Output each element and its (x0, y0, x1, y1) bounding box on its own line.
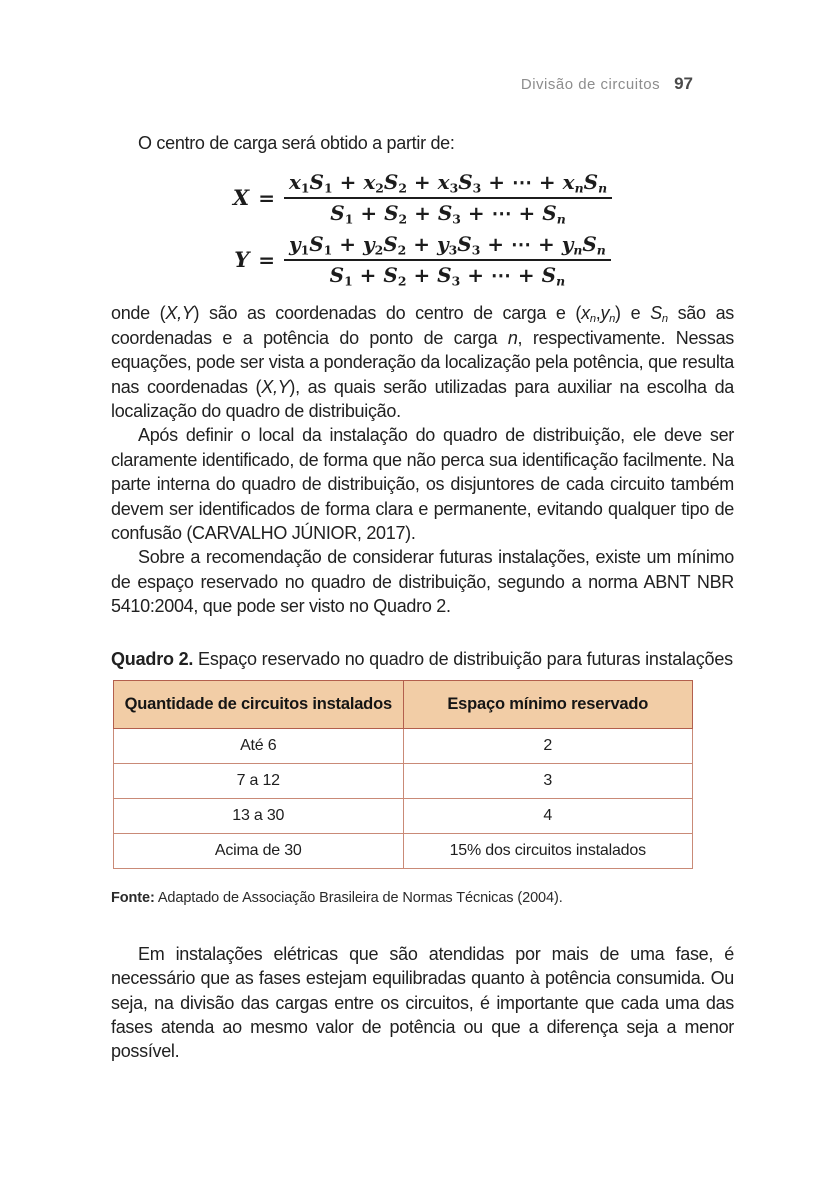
fraction-numerator: $y_1S_1 + y_2S_2 + y_3S_3$ + ⋯ + $y_nS_n$ (288, 232, 606, 258)
paragraph-coordinates: onde (X,Y) são as coordenadas do centro de carga e $(x_n,y_n)$ e $S_n$ são as coordenadas e a potência do ponto de carga n, respectivamente. Nessas equações, pode ser vista a ponderação da localização pela potência, que resulta nas coordenadas (X,Y), as quais serão utilizadas para auxiliar na escolha da localização do quadro de distribuição. (111, 303, 735, 422)
equals-sign: = (258, 247, 275, 272)
table-header-cell: Quantidade de circuitos instalados (114, 680, 404, 728)
table-cell: 15% dos circuitos instalados (403, 833, 693, 868)
section-title: Divisão de circuitos (520, 76, 661, 93)
table-body (114, 728, 693, 868)
formula-block (111, 170, 734, 287)
reserved-space-table (113, 680, 693, 869)
paragraph-identification: Após definir o local da instalação do quadro de distribuição, ele deve ser claramente identificado, de forma que não perca sua identificação facilmente. Na parte interna do quadro de distribuição, os disjuntores de cada circuito também devem ser identificados de forma clara e permanente, evitando qualquer tipo de confusão (CARVALHO JÚNIOR, 2017). (111, 425, 734, 544)
table-row (114, 833, 693, 868)
table-cell: 3 (403, 763, 693, 798)
table-cell: 2 (403, 728, 693, 763)
intro-paragraph: O centro de carga será obtido a partir de: (138, 133, 455, 153)
table-head (114, 680, 693, 728)
paragraph-phase-balance: Em instalações elétricas que são atendidas por mais de uma fase, é necessário que as fases estejam equilibradas quanto à potência consumida. Ou seja, na divisão das cargas entre os circuitos, é importante que cada uma das fases atenda ao mesmo valor de potência ou que a diferença seja a menor possível. (111, 943, 734, 1062)
formula-x-lhs: X (232, 185, 250, 211)
running-header (111, 0, 693, 94)
source-note-text: Adaptado de Associação Brasileira de Normas Técnicas (2004). (154, 889, 563, 906)
fraction-denominator: $S_1 + S_2 + S_3$ + ⋯ + $S_n$ (284, 259, 611, 287)
page-number: 97 (674, 74, 693, 93)
table-caption-text: Espaço reservado no quadro de distribuição para futuras instalações (193, 648, 733, 669)
table-row (114, 763, 693, 798)
table-cell: 4 (403, 798, 693, 833)
table-cell: 7 a 12 (114, 763, 404, 798)
table-header-cell: Espaço mínimo reservado (403, 680, 693, 728)
formula-y-lhs: Y (234, 247, 250, 273)
fraction-denominator: $S_1 + S_2 + S_3$ + ⋯ + $S_n$ (284, 197, 612, 225)
source-note-label: Fonte: (111, 889, 155, 906)
page-content (111, 0, 734, 1064)
formula-x (233, 170, 612, 225)
fraction-numerator: $x_1S_1 + x_2S_2 + x_3S_3$ + ⋯ + $x_nS_n$ (288, 170, 608, 196)
fraction (284, 170, 612, 225)
table-caption (111, 647, 734, 672)
source-note (111, 890, 734, 906)
table-cell: 13 a 30 (114, 798, 404, 833)
formula-y (234, 232, 611, 287)
table-cell: Acima de 30 (114, 833, 404, 868)
table-header-row (114, 680, 693, 728)
paragraph-reserved-space: Sobre a recomendação de considerar futuras instalações, existe um mínimo de espaço reservado no quadro de distribuição, segundo a norma ABNT NBR 5410:2004, que pode ser visto no Quadro 2. (111, 547, 734, 617)
table-row (114, 798, 693, 833)
table-caption-label: Quadro 2. (111, 648, 194, 669)
table-row (114, 728, 693, 763)
table-cell: Até 6 (114, 728, 404, 763)
equals-sign: = (258, 185, 275, 210)
fraction (284, 232, 611, 287)
